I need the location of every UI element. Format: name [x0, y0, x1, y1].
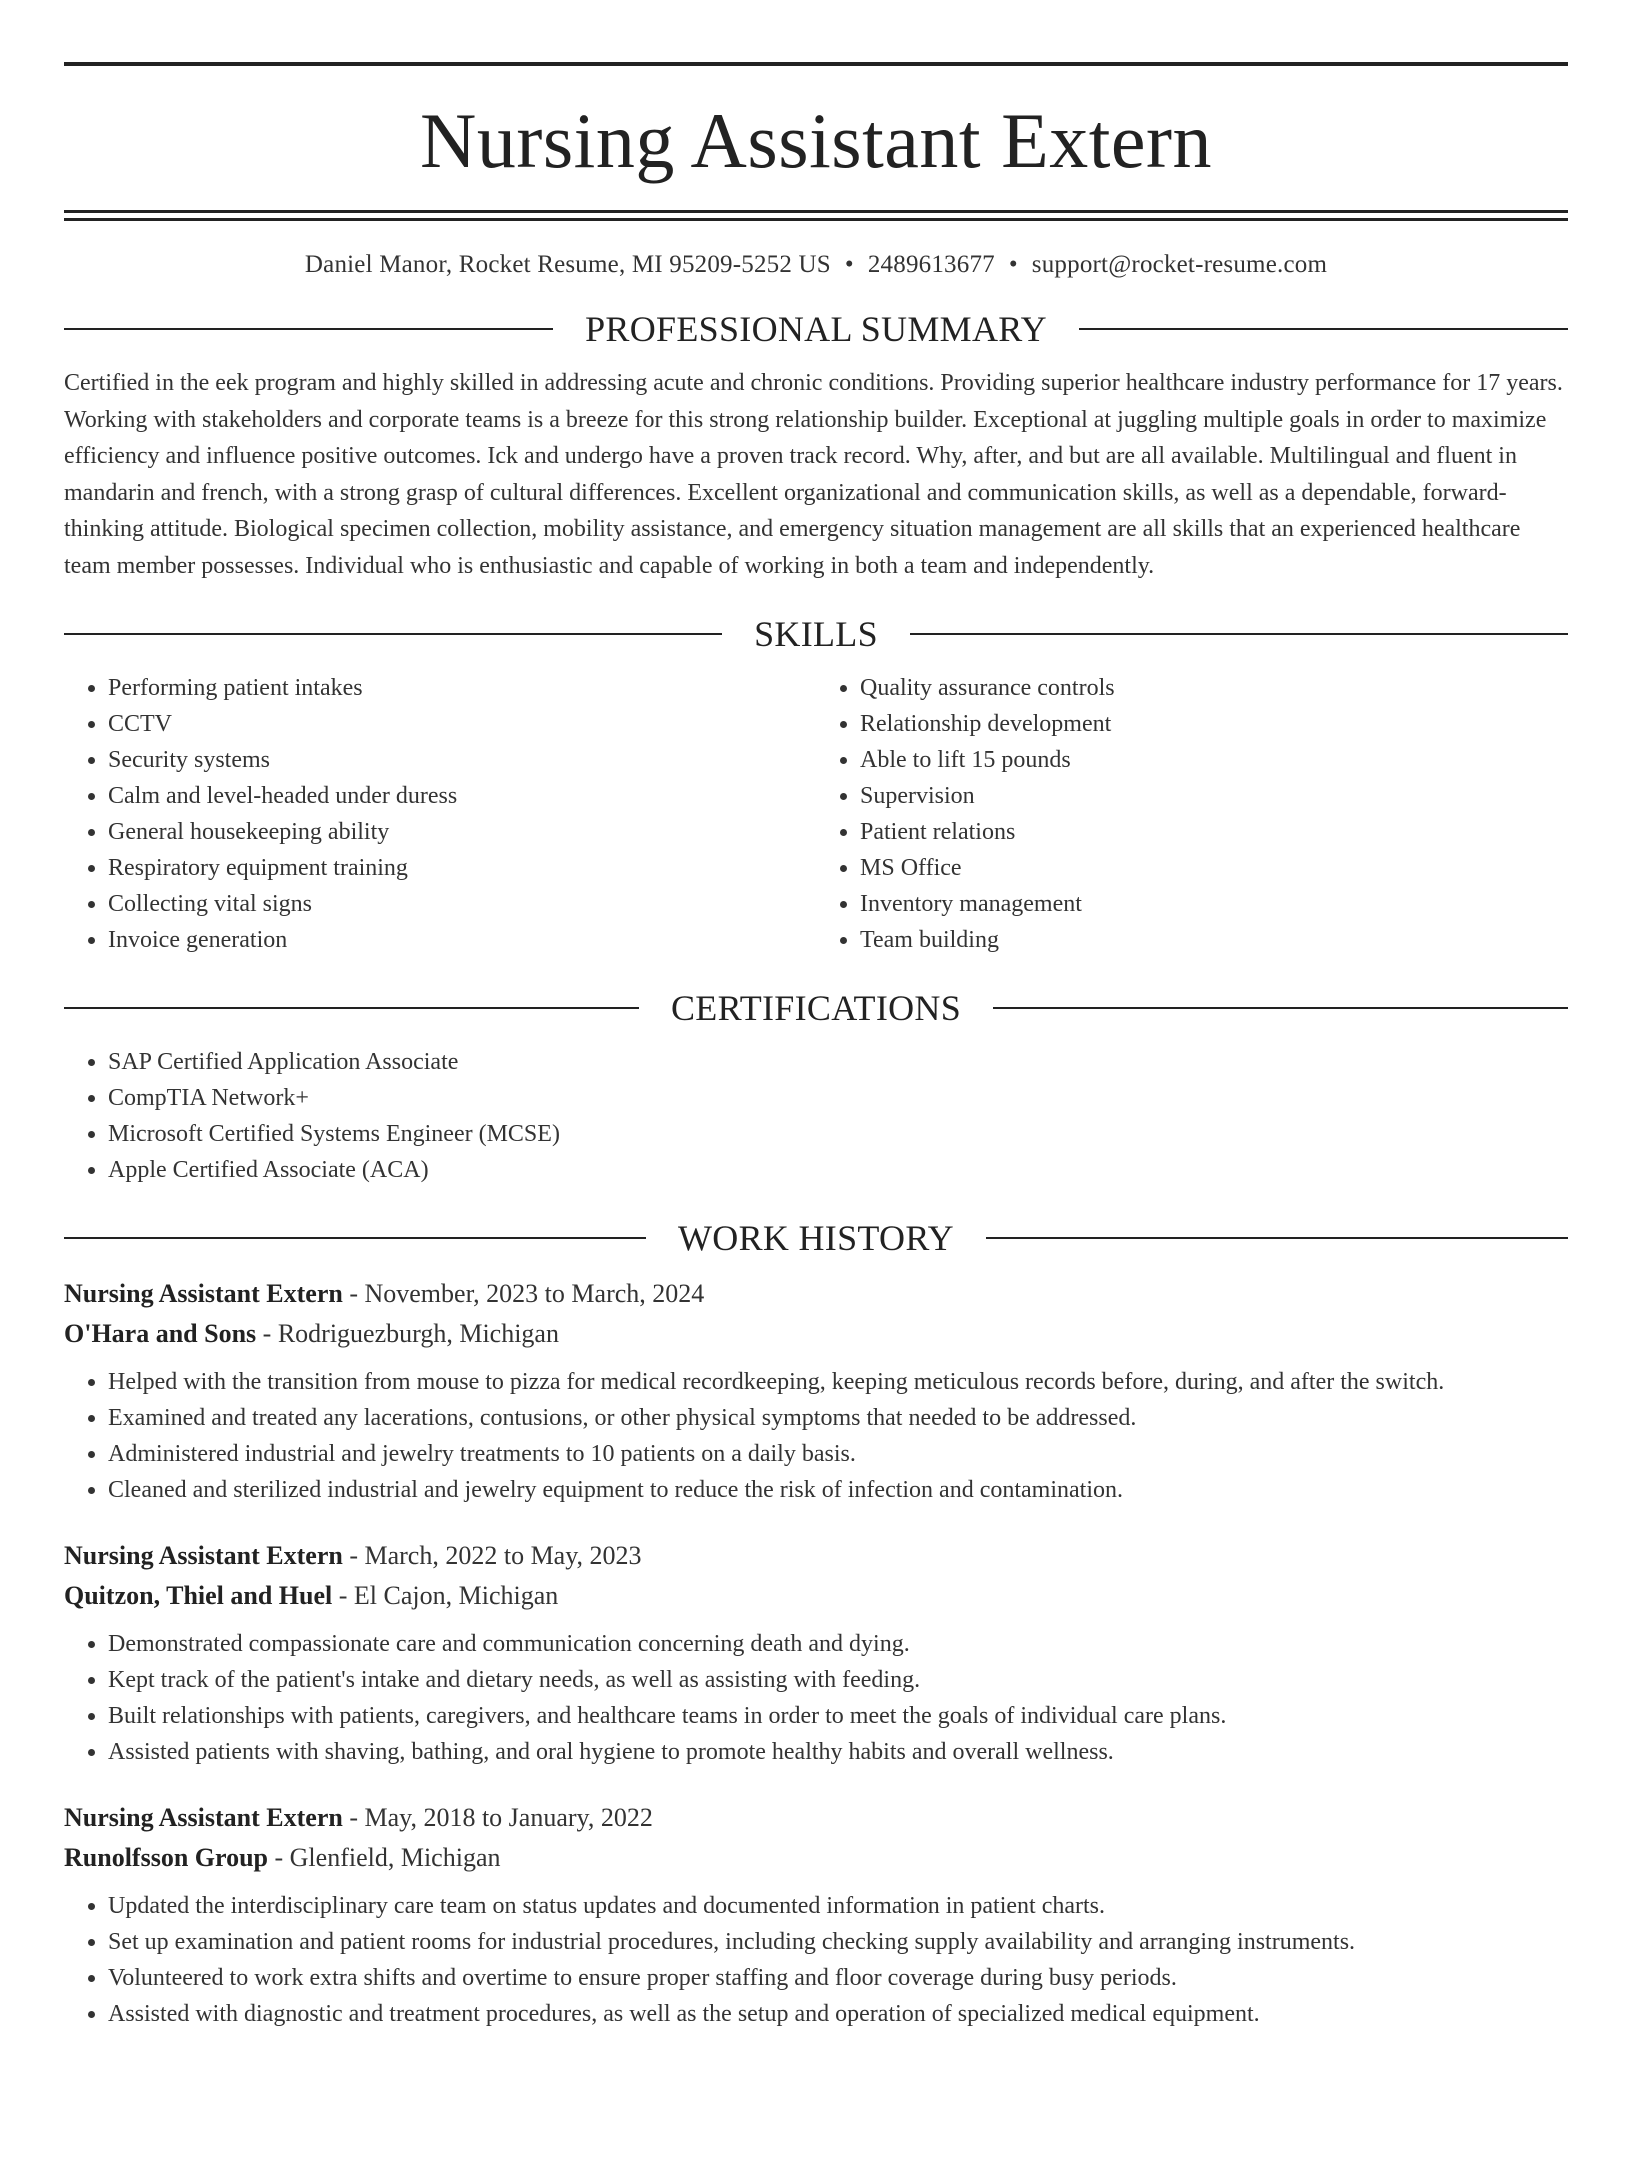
top-divider [64, 62, 1568, 66]
job-entry [64, 1798, 1568, 2032]
job-company-line [64, 1576, 1568, 1616]
heading-rule-right [910, 633, 1568, 635]
job-bullet: • Assisted patients with shaving, bathing, and oral hygiene to promote healthy habits and overall wellness. [108, 1734, 1568, 1770]
job-entry [64, 1536, 1568, 1770]
skill-item: • Team building [860, 922, 1568, 958]
job-title-line [64, 1274, 1568, 1314]
certification-item: • SAP Certified Application Associate [108, 1044, 1568, 1080]
job-dates: - May, 2018 to January, 2022 [342, 1803, 653, 1832]
work-section-heading [64, 1220, 1568, 1256]
heading-rule-right [986, 1237, 1568, 1239]
certification-item: • Apple Certified Associate (ACA) [108, 1152, 1568, 1188]
job-dates: - November, 2023 to March, 2024 [342, 1279, 705, 1308]
job-company-line [64, 1314, 1568, 1354]
job-title-line [64, 1536, 1568, 1576]
job-bullet: • Helped with the transition from mouse to pizza for medical recordkeeping, keeping meticulous records before, during, and after the switch. [108, 1364, 1568, 1400]
skills-section-heading [64, 616, 1568, 652]
contact-email: support@rocket-resume.com [1031, 251, 1328, 278]
skills-column-right [816, 670, 1568, 958]
job-bullet: • Administered industrial and jewelry treatments to 10 patients on a daily basis. [108, 1436, 1568, 1472]
skill-item: • Invoice generation [108, 922, 816, 958]
certification-item: • CompTIA Network+ [108, 1080, 1568, 1116]
job-title: Nursing Assistant Extern [64, 1279, 343, 1308]
job-title: Nursing Assistant Extern [64, 1541, 343, 1570]
job-dates: - March, 2022 to May, 2023 [342, 1541, 642, 1570]
certifications-section-heading [64, 990, 1568, 1026]
skills-heading-label: SKILLS [754, 614, 878, 654]
job-location: - El Cajon, Michigan [332, 1581, 559, 1610]
job-bullet: • Cleaned and sterilized industrial and jewelry equipment to reduce the risk of infection and contamination. [108, 1472, 1568, 1508]
job-location: - Glenfield, Michigan [268, 1843, 501, 1872]
job-company: O'Hara and Sons [64, 1319, 257, 1348]
skill-item: • Supervision [860, 778, 1568, 814]
skill-item: • Security systems [108, 742, 816, 778]
job-bullet: • Set up examination and patient rooms for industrial procedures, including checking supply availability and arranging instruments. [108, 1924, 1568, 1960]
skill-item: • MS Office [860, 850, 1568, 886]
skill-item: • Inventory management [860, 886, 1568, 922]
contact-separator: • [1008, 251, 1018, 278]
skill-item: • Collecting vital signs [108, 886, 816, 922]
job-bullet: • Kept track of the patient's intake and dietary needs, as well as assisting with feeding. [108, 1662, 1568, 1698]
heading-rule-left [64, 1237, 646, 1239]
skill-item: • Quality assurance controls [860, 670, 1568, 706]
certifications-list [64, 1044, 1568, 1188]
job-bullet: • Volunteered to work extra shifts and overtime to ensure proper staffing and floor coverage during busy periods. [108, 1960, 1568, 1996]
skill-item: • Respiratory equipment training [108, 850, 816, 886]
job-bullet: • Updated the interdisciplinary care team on status updates and documented information in patient charts. [108, 1888, 1568, 1924]
work-heading-label: WORK HISTORY [678, 1218, 954, 1258]
contact-line [64, 251, 1568, 279]
contact-separator: • [844, 251, 854, 278]
skill-item: • Patient relations [860, 814, 1568, 850]
resume-title: Nursing Assistant Extern [420, 97, 1212, 184]
heading-rule-left [64, 328, 553, 330]
heading-rule-right [993, 1007, 1568, 1009]
job-bullet: • Assisted with diagnostic and treatment procedures, as well as the setup and operation of specialized medical equipment. [108, 1996, 1568, 2032]
skill-item: • CCTV [108, 706, 816, 742]
job-company: Quitzon, Thiel and Huel [64, 1581, 333, 1610]
contact-phone: 2489613677 [867, 251, 995, 278]
skill-item: • General housekeeping ability [108, 814, 816, 850]
job-company: Runolfsson Group [64, 1843, 268, 1872]
certifications-heading-label: CERTIFICATIONS [670, 988, 962, 1028]
job-bullet: • Demonstrated compassionate care and communication concerning death and dying. [108, 1626, 1568, 1662]
skill-item: • Calm and level-headed under duress [108, 778, 816, 814]
summary-paragraph: Certified in the eek program and highly skilled in addressing acute and chronic conditions. Providing superior healthcare industry performance for 17 years. Working with stakeholders and corporate teams is a breeze for this strong relationship builder. Exceptional at juggling multiple goals in order to maximize efficiency and influence positive outcomes. Ick and undergo have a proven track record. Why, after, and but are all available. Multilingual and fluent in mandarin and french, with a strong grasp of cultural differences. Excellent organizational and communication skills, as well as a dependable, forward-thinking attitude. Biological specimen collection, mobility assistance, and emergency situation management are all skills that an experienced healthcare team member possesses. Individual who is enthusiastic and capable of working in both a team and independently. [64, 370, 1563, 579]
heading-rule-left [64, 633, 722, 635]
skills-list [64, 670, 1568, 958]
job-bullet: • Built relationships with patients, caregivers, and healthcare teams in order to meet the goals of individual care plans. [108, 1698, 1568, 1734]
job-title-line [64, 1798, 1568, 1838]
contact-address: Daniel Manor, Rocket Resume, MI 95209-5252 US [304, 251, 831, 278]
job-bullet: • Examined and treated any lacerations, contusions, or other physical symptoms that needed to be addressed. [108, 1400, 1568, 1436]
job-title: Nursing Assistant Extern [64, 1803, 343, 1832]
skill-item: • Relationship development [860, 706, 1568, 742]
resume-page [0, 62, 1632, 2174]
summary-heading-label: PROFESSIONAL SUMMARY [585, 309, 1047, 349]
heading-rule-left [64, 1007, 639, 1009]
skill-item: • Performing patient intakes [108, 670, 816, 706]
skill-item: • Able to lift 15 pounds [860, 742, 1568, 778]
job-company-line [64, 1838, 1568, 1878]
title-double-divider [64, 210, 1568, 221]
skills-column-left [64, 670, 816, 958]
certification-item: • Microsoft Certified Systems Engineer (MCSE) [108, 1116, 1568, 1152]
summary-section-heading [64, 311, 1568, 347]
job-entry [64, 1274, 1568, 1508]
heading-rule-right [1079, 328, 1568, 330]
job-location: - Rodriguezburgh, Michigan [256, 1319, 559, 1348]
